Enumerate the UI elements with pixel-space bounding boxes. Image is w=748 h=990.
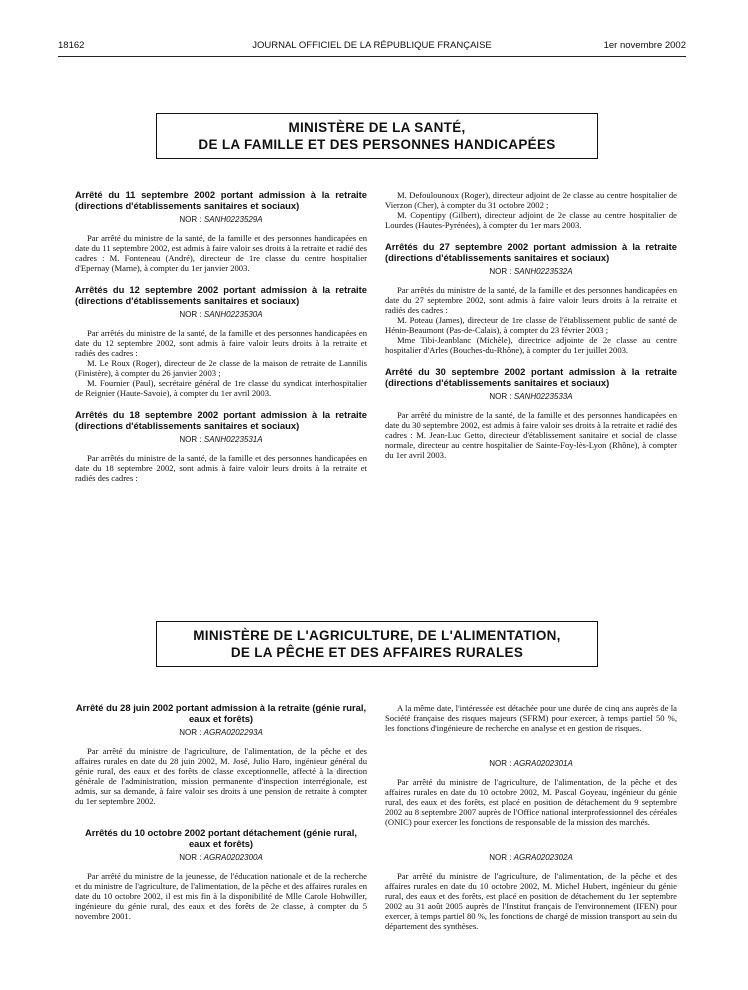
- paragraph: M. Defoulounoux (Roger), directeur adjoint de 2e classe au centre hospitalier de Vierzon (Cher), à compter du 31 octobre 2002 ;: [385, 190, 677, 210]
- ministry-line: MINISTÈRE DE LA SANTÉ,: [288, 120, 466, 135]
- paragraph: M. Poteau (James), directeur de 1re classe de l'établissement public de santé de Hénin-Beaumont (Pas-de-Calais), à compter du 23 février 2003 ;: [385, 315, 677, 335]
- decree: [75, 703, 367, 806]
- issue-date: 1er novembre 2002: [603, 40, 686, 51]
- paragraph: Par arrêté du ministre de la santé, de la famille et des personnes handicapées en date du 11 septembre 2002, est admis à faire valoir ses droits à la retraite et radié des cadres : M. Fonteneau (André), directeur de 1re classe du centre hospitalier d'Epernay (Marne), à compter du 1er janvier 2003.: [75, 233, 367, 273]
- journal-title: JOURNAL OFFICIEL DE LA RÉPUBLIQUE FRANÇAISE: [252, 40, 492, 51]
- nor-reference: NOR : SANH0223531A: [179, 435, 263, 444]
- ministry-line: DE LA FAMILLE ET DES PERSONNES HANDICAPÉES: [198, 137, 556, 152]
- nor-reference: NOR : AGRA0202302A: [489, 853, 573, 862]
- decree-title: Arrêtés du 18 septembre 2002 portant admission à la retraite (directions d'établissements sanitaires et sociaux): [75, 409, 367, 431]
- paragraph: Par arrêté du ministre de l'agriculture, de l'alimentation, de la pêche et des affaires rurales en date du 10 octobre 2002, M. Michel Hubert, ingénieur du génie rural, des eaux et des forêts, est placé en position de détachement du 1er septembre 2002 au 31 août 2005 auprès de l'Institut français de l'environnement (IFEN) pour exercer, à temps partiel 80 %, les fonctions de chargé de mission transport au sein du département des synthèses.: [385, 871, 677, 931]
- decree: [385, 853, 677, 931]
- header-rule: [58, 56, 686, 57]
- nor-reference: NOR : SANH0223532A: [489, 267, 573, 276]
- paragraph: Par arrêtés du ministre de la santé, de la famille et des personnes handicapées en date du 18 septembre 2002, sont admis à faire valoir leurs droits à la retraite et radiés des cadres :: [75, 453, 367, 483]
- decree-title: Arrêté du 28 juin 2002 portant admission à la retraite (génie rural, eaux et forêts): [75, 702, 367, 724]
- paragraph: Par arrêtés du ministre de la santé, de la famille et des personnes handicapées en date du 12 septembre 2002, sont admis à faire valoir leurs droits à la retraite et radiés des cadres :: [75, 328, 367, 358]
- decree: [385, 759, 677, 827]
- decree-title: Arrêté du 11 septembre 2002 portant admission à la retraite (directions d'établissements sanitaires et sociaux): [75, 189, 367, 211]
- ministry-line: MINISTÈRE DE L'AGRICULTURE, DE L'ALIMENTATION,: [193, 628, 561, 643]
- decree: [75, 190, 367, 273]
- paragraph: M. Fournier (Paul), secrétaire général de 1re classe du syndicat interhospitalier de Reignier (Haute-Savoie), à compter du 1er avril 2003.: [75, 378, 367, 398]
- paragraph: Mme Tibi-Jeanblanc (Michèle), directrice adjointe de 2e classe au centre hospitalier d'Arles (Bouches-du-Rhône), à compter du 1er juillet 2003.: [385, 335, 677, 355]
- decree: [75, 828, 367, 921]
- nor-reference: NOR : SANH0223530A: [179, 310, 263, 319]
- ministry-heading-health: [156, 113, 598, 159]
- ministry-heading-agriculture: [156, 621, 598, 667]
- decree: [385, 367, 677, 460]
- paragraph: Par arrêté du ministre de l'agriculture, de l'alimentation, de la pêche et des affaires rurales en date du 28 juin 2002, M. José, Julio Haro, ingénieur général du génie rural, des eaux et des forêts de classe exceptionnelle, affecté à la direction générale de l'administration, mission permanente d'inspection interrégionale, est admis, sur sa demande, à faire valoir ses droits à une pension de retraite à compter du 1er septembre 2002.: [75, 746, 367, 806]
- decree-title: Arrêté du 30 septembre 2002 portant admission à la retraite (directions d'établissements sanitaires et sociaux): [385, 366, 677, 388]
- agriculture-left-column: [75, 703, 367, 921]
- nor-reference: NOR : SANH0223529A: [179, 215, 263, 224]
- decree-title: Arrêtés du 10 octobre 2002 portant détachement (génie rural, eaux et forêts): [85, 827, 357, 849]
- agriculture-right-column: [385, 703, 677, 931]
- health-right-column: [385, 190, 677, 460]
- paragraph: A la même date, l'intéressée est détachée pour une durée de cinq ans auprès de la Société française des risques majeurs (SFRM) pour exercer, à temps partiel 50 %, les fonctions d'ingénieure de recherche en analyse et en gestion de risques.: [385, 703, 677, 733]
- decree: [75, 285, 367, 398]
- health-left-column: [75, 190, 367, 483]
- paragraph: Par arrêtés du ministre de la santé, de la famille et des personnes handicapées en date du 27 septembre 2002, sont admis à faire valoir leurs droits à la retraite et radiés des cadres :: [385, 285, 677, 315]
- page-number: 18162: [58, 40, 85, 51]
- decree-title: Arrêtés du 27 septembre 2002 portant admission à la retraite (directions d'établissements sanitaires et sociaux): [385, 241, 677, 263]
- nor-reference: NOR : SANH0223533A: [489, 392, 573, 401]
- paragraph: M. Le Roux (Roger), directeur de 2e classe de la maison de retraite de Lannilis (Finistère), à compter du 26 janvier 2003 ;: [75, 358, 367, 378]
- decree: [385, 242, 677, 355]
- paragraph: M. Copentipy (Gilbert), directeur adjoint de 2e classe au centre hospitalier de Lourdes (Hautes-Pyrénées), à compter du 1er mars 2003.: [385, 210, 677, 230]
- paragraph: Par arrêté du ministre de la santé, de la famille et des personnes handicapées en date du 30 septembre 2002, est admis à faire valoir ses droits à la retraite et radié des cadres : M. Jean-Luc Getto, directeur d'établissement sanitaire et social de classe normale, directeur au centre hospitalier de Sainte-Foy-lès-Lyon (Rhône), à compter du 1er avril 2003.: [385, 410, 677, 460]
- page-header: [58, 40, 686, 54]
- paragraph: Par arrêté du ministre de l'agriculture, de l'alimentation, de la pêche et des affaires rurales en date du 10 octobre 2002, M. Pascal Goyeau, ingénieur du génie rural, des eaux et des forêts, est placé en position de détachement du 9 septembre 2002 au 8 septembre 2007 auprès de l'Office national interprofessionnel des céréales (ONIC) pour exercer les fonctions de responsable de la mission des marchés.: [385, 777, 677, 827]
- nor-reference: NOR : AGRA0202301A: [489, 759, 573, 768]
- decree: [75, 410, 367, 483]
- decree-title: Arrêtés du 12 septembre 2002 portant admission à la retraite (directions d'établissements sanitaires et sociaux): [75, 284, 367, 306]
- nor-reference: NOR : AGRA0202293A: [179, 728, 263, 737]
- ministry-line: DE LA PÊCHE ET DES AFFAIRES RURALES: [230, 645, 524, 660]
- paragraph: Par arrêté du ministre de la jeunesse, de l'éducation nationale et de la recherche et du ministre de l'agriculture, de l'alimentation, de la pêche et des affaires rurales en date du 10 octobre 2002, il est mis fin à la disponibilité de Mlle Carole Hohwiller, ingénieure du génie rural, des eaux et des forêts de 2e classe, à compter du 5 novembre 2001.: [75, 871, 367, 921]
- nor-reference: NOR : AGRA0202300A: [179, 853, 263, 862]
